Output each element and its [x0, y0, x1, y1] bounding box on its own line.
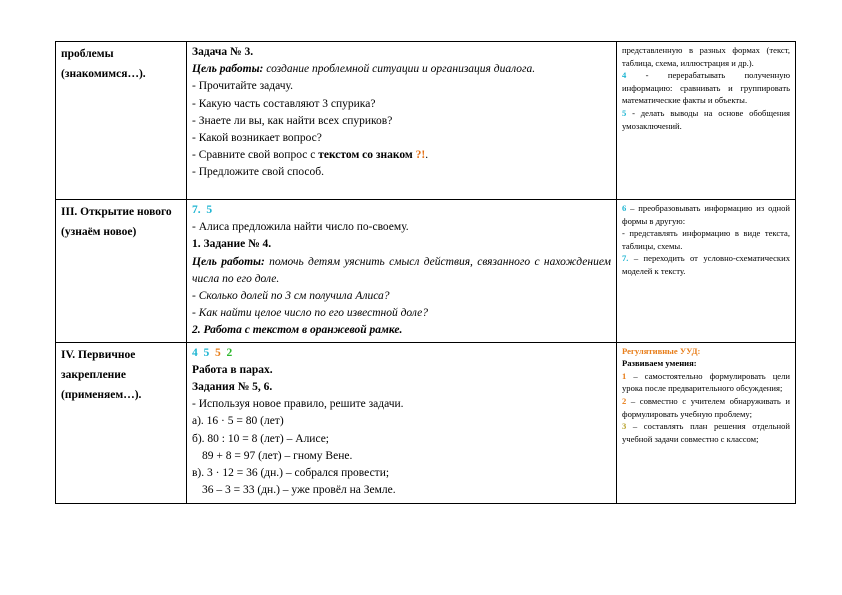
- lesson-plan-table: [55, 41, 796, 504]
- stage-cell: [56, 42, 187, 200]
- uud-item: [622, 420, 790, 445]
- instruction-line: - Прочитайте задачу.: [192, 80, 293, 93]
- stage-label: IV. Первичное закрепление (применяем…).: [61, 348, 142, 401]
- stage-cell: [56, 200, 187, 343]
- uud-item: [622, 69, 790, 107]
- solution-line: 89 + 8 = 97 (лет) – гному Вене.: [202, 449, 353, 462]
- goal-line: [192, 61, 611, 78]
- task-title: Задача № 3.: [192, 46, 254, 58]
- uud-cell: [617, 200, 796, 343]
- uud-item-text: – совместно с учителем обнаруживать и формулировать учебную проблему;: [622, 396, 790, 419]
- uud-item: [622, 370, 790, 395]
- uud-ref-number: 5: [203, 346, 210, 359]
- uud-number: 2: [622, 396, 627, 406]
- activity-cell: [187, 342, 617, 503]
- instruction-line: [192, 147, 611, 164]
- uud-ref-number: 4: [192, 346, 198, 359]
- uud-item: [622, 252, 790, 277]
- compare-prefix: - Сравните свой вопрос с: [192, 149, 319, 162]
- goal-label: Цель работы:: [192, 255, 265, 268]
- question-line: - Как найти целое число по его известной доле?: [192, 307, 429, 320]
- pairs-work: Работа в парах.: [192, 363, 273, 376]
- task-title: 1. Задание № 4.: [192, 238, 272, 251]
- uud-number: 1: [622, 370, 627, 381]
- uud-ref-number: 5: [206, 204, 213, 216]
- goal-text: помочь детям уяснить смысл действия, связанного с нахождением числа по его доле.: [192, 255, 611, 285]
- instruction-line: - Предложите свой способ.: [192, 166, 324, 179]
- compare-end: .: [425, 149, 429, 162]
- uud-cell: [617, 42, 796, 200]
- uud-number: 5: [622, 107, 627, 118]
- table-row: [56, 200, 796, 343]
- solution-line: в). 3 · 12 = 36 (дн.) – собрался провести;: [192, 467, 390, 480]
- uud-number: 7.: [622, 253, 629, 264]
- uud-number-refs: [192, 202, 611, 219]
- instruction-line: - Алиса предложила найти число по-своему.: [192, 221, 409, 234]
- uud-number-refs: [192, 345, 611, 362]
- uud-cell: [617, 342, 796, 503]
- question-line: - Сколько долей по 3 см получила Алиса?: [192, 290, 390, 303]
- instruction-line: - Какой возникает вопрос?: [192, 132, 322, 145]
- instruction-line: - Какую часть составляют 3 спурика?: [192, 97, 376, 110]
- solution-line: б). 80 : 10 = 8 (лет) – Алисе;: [192, 432, 330, 445]
- uud-ref-number: 7.: [192, 204, 201, 216]
- goal-text: создание проблемной ситуации и организация диалога.: [263, 63, 536, 76]
- uud-subheading: Развиваем умения:: [622, 358, 697, 369]
- uud-ref-number: 2: [226, 346, 233, 359]
- stage-label: III. Открытие нового (узнаём новое): [61, 206, 172, 238]
- table-row: [56, 342, 796, 503]
- task-title: Задания № 5, 6.: [192, 381, 273, 394]
- solution-line: 36 – 3 = 33 (дн.) – уже провёл на Земле.: [202, 484, 396, 497]
- uud-number: 6: [622, 203, 627, 213]
- uud-item-text: - делать выводы на основе обобщения умозаключений.: [622, 107, 790, 131]
- activity-cell: [187, 42, 617, 200]
- table-row: [56, 42, 796, 200]
- uud-number: 3: [622, 421, 627, 432]
- question-exclaim-mark: ?!: [415, 149, 426, 162]
- stage-cell: [56, 342, 187, 503]
- uud-item: [622, 395, 790, 420]
- uud-text: представленную в разных формах (текст, таблица, схема, иллюстрация и др.).: [622, 45, 790, 68]
- uud-item-text: – составлять план решения отдельной учебной задачи совместно с классом;: [622, 421, 790, 444]
- instruction-line: - Знаете ли вы, как найти всех спуриков?: [192, 114, 393, 127]
- uud-item-text: – самостоятельно формулировать цели урока после предварительного обсуждения;: [622, 370, 790, 394]
- stage-label: проблемы (знакомимся…).: [61, 48, 146, 80]
- uud-item: [622, 107, 790, 132]
- solution-line: а). 16 · 5 = 80 (лет): [192, 415, 284, 428]
- goal-label: Цель работы:: [192, 63, 264, 76]
- uud-number: 4: [622, 70, 627, 81]
- uud-ref-number: 5: [215, 346, 221, 359]
- uud-item-text: – переходить от условно-схематических моделей к тексту.: [622, 253, 790, 276]
- uud-heading: Регулятивные УУД:: [622, 345, 701, 356]
- uud-item-text: – преобразовывать информацию из одной формы в другую:: [622, 203, 790, 226]
- work-point: 2. Работа с текстом в оранжевой рамке.: [192, 324, 403, 337]
- goal-line: [192, 254, 611, 288]
- uud-item: [622, 202, 790, 227]
- uud-item-text: - перерабатывать полученную информацию: сравнивать и группировать математические факты и объекты.: [622, 70, 790, 106]
- activity-cell: [187, 200, 617, 343]
- instruction-line: - Используя новое правило, решите задачи.: [192, 398, 404, 411]
- compare-bold: текстом со знаком: [318, 149, 416, 162]
- uud-text: - представлять информацию в виде текста, таблицы, схемы.: [622, 228, 790, 251]
